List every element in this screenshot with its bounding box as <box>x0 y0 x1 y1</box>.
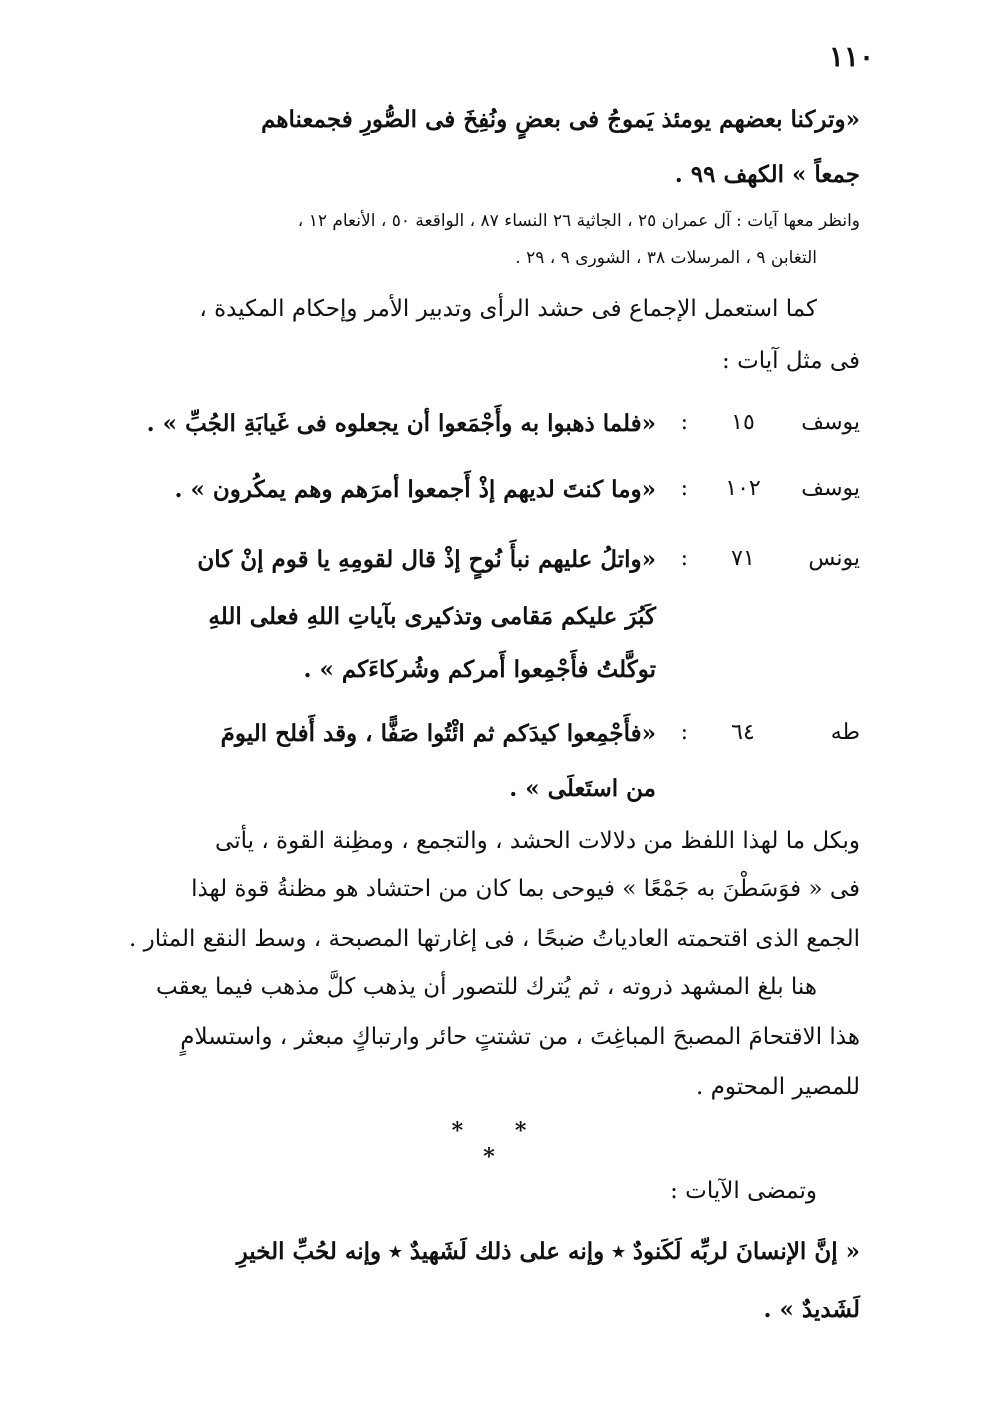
paragraph-2-line-1: وبكل ما لهذا اللفظ من دلالات الحشد ، والتجمع ، ومظِنة القوة ، يأتى <box>215 828 860 854</box>
section-separator: * * * <box>451 1118 549 1170</box>
verse-row <box>0 478 992 508</box>
verse-number: ١٥ <box>731 410 755 435</box>
paragraph-2-line-3: الجمع الذى اقتحمته العادياتُ ضبحًا ، فى إغارتها المصبحة ، وسط النقع المثار . <box>129 926 860 952</box>
verse-text: توكَّلتُ فأَجْمِعوا أَمركم وشُركاءَكم » . <box>303 656 656 683</box>
verse-continuation <box>0 658 992 688</box>
verse-sura-name: طه <box>830 720 860 745</box>
verse-number: ١٠٢ <box>725 476 761 501</box>
cross-reference-line-1: وانظر معها آيات : آل عمران ٢٥ ، الجاثية ٢٦ النساء ٨٧ ، الواقعة ٥٠ ، الأنعام ١٢ ، <box>297 211 860 231</box>
closing-line-1: وتمضى الآيات : <box>670 1178 817 1204</box>
paragraph-3-line-1: هنا بلغ المشهد ذروته ، ثم يُترك للتصور أن يذهب كلَّ مذهب فيما يعقب <box>156 974 817 1000</box>
verse-number: ٧١ <box>731 546 755 571</box>
intro-line-1: كما استعمل الإجماع فى حشد الرأى وتدبير الأمر وإحكام المكيدة ، <box>199 296 817 322</box>
verse-sura-name: يوسف <box>801 410 860 435</box>
verse-text: «وما كنتَ لديهم إذْ أَجمعوا أمرَهم وهم يمكُرون » . <box>174 476 656 503</box>
verse-continuation <box>0 777 992 807</box>
quote-1-line-1: «وتركنا بعضهم يومئذ يَموجُ فى بعضٍ ونُفِخَ فى الصُّورِ فجمعناهم <box>261 106 860 133</box>
verse-sura-name: يوسف <box>801 476 860 501</box>
verse-row <box>0 548 992 578</box>
paragraph-3-line-3: للمصير المحتوم . <box>695 1074 860 1100</box>
cross-reference-line-2: التغابن ٩ ، المرسلات ٣٨ ، الشورى ٩ ، ٢٩ . <box>515 248 817 268</box>
verse-continuation <box>0 605 992 635</box>
paragraph-3-line-2: هذا الاقتحامَ المصبحَ المباغِتَ ، من تشتتٍ حائر وارتباكٍ مبعثر ، واستسلامٍ <box>180 1024 860 1050</box>
verse-text: «واتلُ عليهم نبأَ نُوحٍ إذْ قال لقومِهِ يا قوم إنْ كان <box>197 546 656 573</box>
verse-text: «فأَجْمِعوا كيدَكم ثم ائْتُوا صَفًّا ، وقد أَفلح اليومَ <box>220 720 656 747</box>
quote-1-line-2: جمعاً » الكهف ٩٩ . <box>674 161 860 188</box>
verse-colon: : <box>680 720 688 745</box>
verse-text: «فلما ذهبوا به وأَجْمَعوا أن يجعلوه فى غَيابَةِ الجُبِّ » . <box>146 410 656 437</box>
verse-row <box>0 722 992 752</box>
page-number: ١١٠ <box>828 40 874 73</box>
verse-text: من استَعلَى » . <box>509 775 656 802</box>
verse-sura-name: يونس <box>808 546 860 571</box>
verse-row <box>0 412 992 442</box>
verse-colon: : <box>680 476 688 501</box>
paragraph-2-line-2: فى « فوَسَطْنَ به جَمْعًا » فيوحى بما كان من احتشاد هو مظنةُ قوة لهذا <box>191 876 860 902</box>
verse-colon: : <box>680 546 688 571</box>
verse-number: ٦٤ <box>731 720 755 745</box>
verse-text: كَبُرَ عليكم مَقامى وتذكيرى بآياتِ اللهِ فعلى اللهِ <box>208 603 656 630</box>
verse-colon: : <box>680 410 688 435</box>
closing-line-3: لَشَديدٌ » . <box>763 1296 860 1323</box>
closing-line-2: « إنَّ الإنسانَ لربِّه لَكَنودٌ ٭ وإنه على ذلك لَشَهيدٌ ٭ وإنه لحُبِّ الخيرِ <box>236 1238 860 1265</box>
intro-line-2: فى مثل آيات : <box>722 348 860 374</box>
